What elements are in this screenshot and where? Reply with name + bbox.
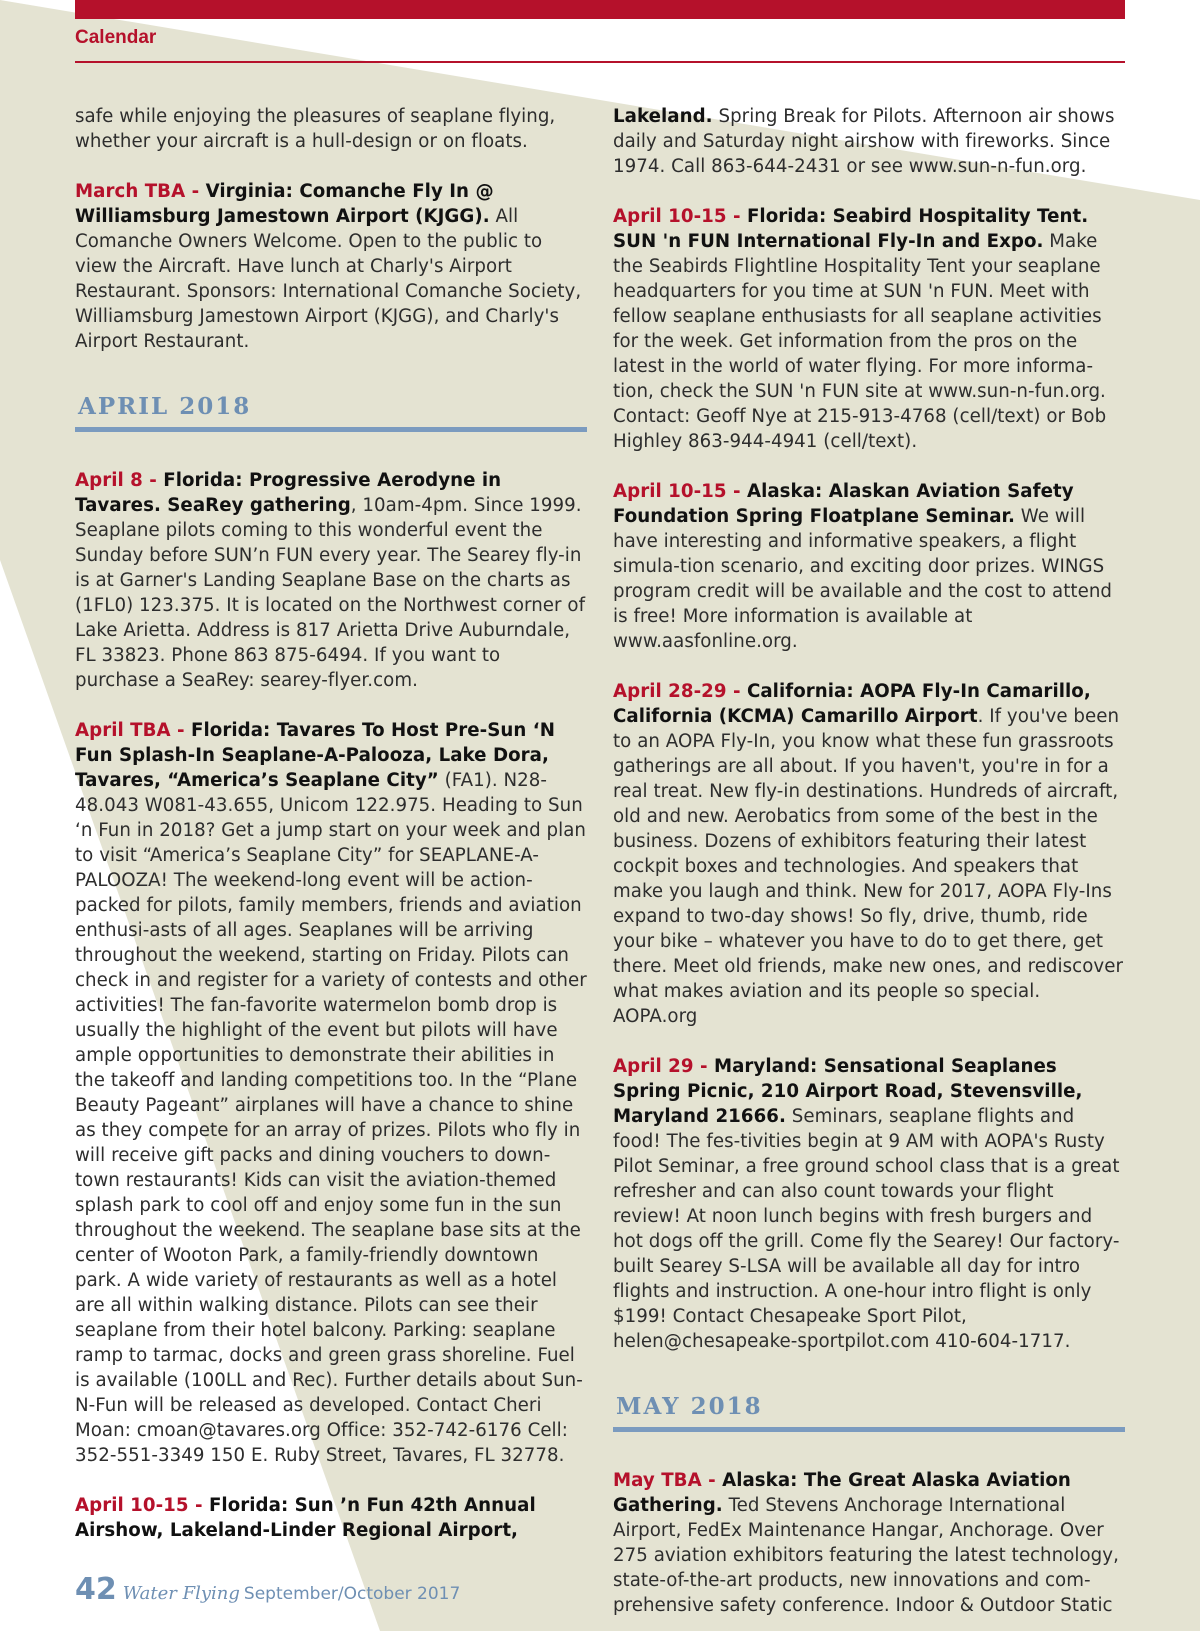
event-title: Florida: Progressive Aerodyne in Tavares. SeaRey gathering	[75, 470, 502, 516]
page-number: 42	[75, 1572, 117, 1607]
event-continuation	[613, 104, 1125, 179]
event-date: March TBA -	[75, 181, 206, 202]
event-body: . If you've been to an AOPA Fly-In, you know what these fun grassroots gatherings are all about. If you haven't, you're in for a real treat. New fly-in destinations. Hundreds of aircraft, old and new. Aerobatics from some of the best in the business. Dozens of exhibitors featuring their latest cockpit boxes and technologies. And speakers that make you laugh and think. New for 2017, AOPA Fly-Ins expand to two-day shows! So fly, drive, thumb, ride your bike – whatever you have to do to get there, get there. Meet old friends, make new ones, and rediscover what makes aviation and its people so special. AOPA.org	[613, 706, 1123, 1027]
event-body: Make the Seabirds Flightline Hospitality Tent your seaplane headquarters for you time at SUN 'n FUN. Meet with fellow seaplane enthusiasts for all seaplane activities for the week. Get information from the pros on the latest in the world of water flying. For more informa-tion, check the SUN 'n FUN site at www.sun-n-fun.org. Contact: Geoff Nye at 215-913-4768 (cell/text) or Bob Highley 863-944-4941 (cell/text).	[613, 231, 1107, 452]
month-heading-may: MAY 2018	[616, 1393, 763, 1420]
month-rule	[613, 1427, 1125, 1432]
month-heading-april: APRIL 2018	[78, 393, 252, 420]
event-body: Ted Stevens Anchorage International Airport, FedEx Maintenance Hangar, Anchorage. Over 275 aviation exhibitors featuring the latest technology, state-of-the-art products, new innovations and com-prehensive safety conference. Indoor & Outdoor Static	[613, 1495, 1119, 1616]
event-body: We will have interesting and informative speakers, a flight simula-tion scenario, and exciting door prizes. WINGS program credit will be available and the cost to attend is free! More information is available at www.aasfonline.org.	[613, 506, 1112, 652]
left-column	[75, 104, 587, 1568]
month-rule	[75, 427, 587, 432]
event-date: April 28-29 -	[613, 681, 747, 702]
event-continuation	[75, 104, 587, 154]
event-body: (FA1). N28-48.043 W081-43.655, Unicom 122.975. Heading to Sun ‘n Fun in 2018? Get a jump start on your week and plan to visit “America’s Seaplane City” for SEAPLANE-A-PALOOZA! The weekend-long event will be action-packed for pilots, family members, friends and aviation enthusi-asts of all ages. Seaplanes will be arriving throughout the weekend, starting on Friday. Pilots can check in and register for a variety of contests and other activities! The fan-favorite watermelon bomb drop is usually the highlight of the event but pilots will have ample opportunities to demonstrate their abilities in the takeoff and landing competitions too. In the “Plane Beauty Pageant” airplanes will have a chance to shine as they compete for an array of prizes. Pilots who fly in will receive gift packs and dining vouchers to down-town restaurants! Kids can visit the aviation-themed splash park to cool off and enjoy some fun in the sun throughout the weekend. The seaplane base sits at the center of Wooton Park, a family-friendly downtown park. A wide variety of restaurants as well as a hotel are all within walking distance. Pilots can see their seaplane from their hotel balcony. Parking: seaplane ramp to tarmac, docks and green grass shoreline. Fuel is available (100LL and Rec). Further details about Sun-N-Fun will be released as developed. Contact Cheri Moan: cmoan@tavares.org Office: 352-742-6176 Cell: 352-551-3349 150 E. Ruby Street, Tavares, FL 32778.	[75, 770, 587, 1466]
event-entry	[75, 468, 587, 693]
event-entry	[613, 1054, 1125, 1354]
event-title: Alaska: Alaskan Aviation Safety Foundation Spring Floatplane Seminar.	[613, 481, 1074, 527]
section-label: Calendar	[75, 27, 157, 48]
header-rule	[75, 61, 1125, 63]
event-date: April TBA -	[75, 720, 192, 741]
event-entry	[613, 679, 1125, 1029]
header-bar	[75, 0, 1125, 19]
event-title: Florida: Seabird Hospitality Tent. SUN 'n FUN International Fly-In and Expo.	[613, 206, 1089, 252]
event-date: April 29 -	[613, 1056, 714, 1077]
event-entry	[613, 204, 1125, 454]
event-body: Spring Break for Pilots. Afternoon air shows daily and Saturday night airshow with fireworks. Since 1974. Call 863-644-2431 or see www.sun-n-fun.org.	[613, 106, 1115, 177]
event-title: California: AOPA Fly-In Camarillo, California (KCMA) Camarillo Airport	[613, 681, 1091, 727]
event-title: Alaska: The Great Alaska Aviation Gathering.	[613, 1470, 1071, 1516]
event-title: Florida: Tavares To Host Pre-Sun ‘N Fun Splash-In Seaplane-A-Palooza, Lake Dora, Tavares, “America’s Seaplane City”	[75, 720, 555, 791]
magazine-title: Water Flying	[122, 1583, 240, 1604]
event-body: All Comanche Owners Welcome. Open to the public to view the Aircraft. Have lunch at Charly's Airport Restaurant. Sponsors: International Comanche Society, Williamsburg Jamestown Airport (KJGG), and Charly's Airport Restaurant.	[75, 206, 582, 352]
event-date: April 10-15 -	[613, 206, 747, 227]
event-entry	[75, 179, 587, 354]
event-body: Seminars, seaplane flights and food! The fes-tivities begin at 9 AM with AOPA's Rusty Pilot Seminar, a free ground school class that is a great refresher and can also count towards your flight review! At noon lunch begins with fresh burgers and hot dogs off the grill. Come fly the Searey! Our factory-built Searey S-LSA will be available all day for intro flights and instruction. A one-hour intro flight is only $199! Contact Chesapeake Sport Pilot, helen@chesapeake-sportpilot.com 410-604-1717.	[613, 1106, 1120, 1352]
event-date: April 10-15 -	[75, 1495, 209, 1516]
event-body: safe while enjoying the pleasures of seaplane flying, whether your aircraft is a hull-design or on floats.	[75, 106, 556, 152]
event-body: , 10am-4pm. Since 1999. Seaplane pilots coming to this wonderful event the Sunday before SUN’n FUN every year. The Searey fly-in is at Garner's Landing Seaplane Base on the charts as (1FL0) 123.375. It is located on the Northwest corner of Lake Arietta. Address is 817 Arietta Drive Auburndale, FL 33823. Phone 863 875-6494. If you want to purchase a SeaRey: searey-flyer.com.	[75, 495, 586, 691]
issue-date: September/October 2017	[243, 1584, 461, 1604]
event-title: Florida: Sun ’n Fun 42th Annual Airshow, Lakeland-Linder Regional Airport,	[75, 1495, 536, 1541]
right-column	[613, 104, 1125, 1643]
event-title: Maryland: Sensational Seaplanes Spring Picnic, 210 Airport Road, Stevensville, Maryland 21666.	[613, 1056, 1083, 1127]
event-entry	[75, 1493, 587, 1543]
event-title: Lakeland.	[613, 106, 713, 127]
event-date: April 8 -	[75, 470, 164, 491]
event-date: May TBA -	[613, 1470, 723, 1491]
event-title: Virginia: Comanche Fly In @ Williamsburg Jamestown Airport (KJGG).	[75, 181, 494, 227]
page-footer	[75, 1572, 460, 1607]
event-date: April 10-15 -	[613, 481, 747, 502]
event-entry	[613, 479, 1125, 654]
event-entry	[613, 1468, 1125, 1618]
event-entry	[75, 718, 587, 1468]
